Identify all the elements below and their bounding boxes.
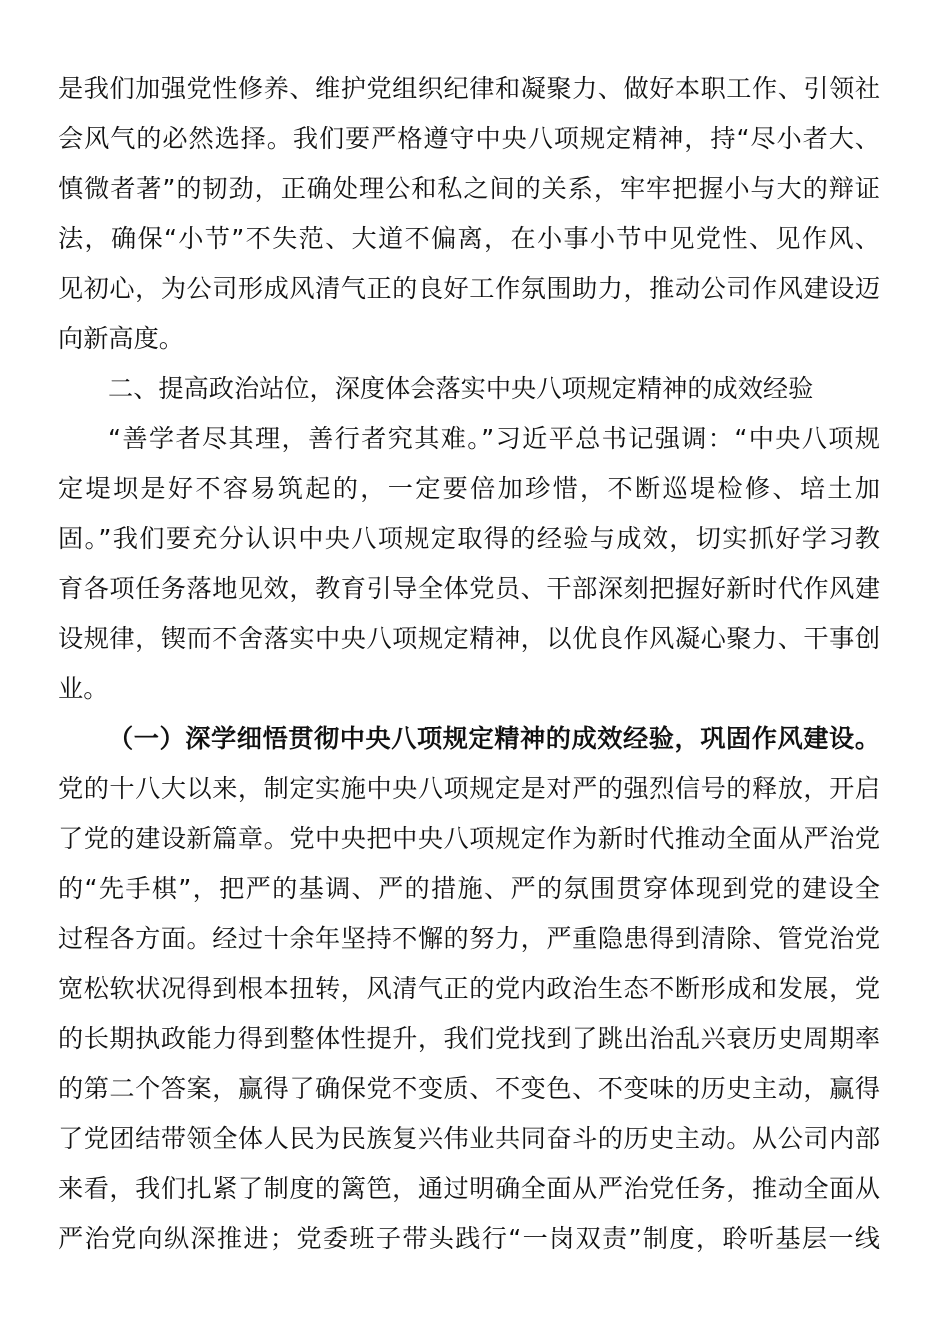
text-line: 的长期执政能力得到整体性提升，我们党找到了跳出治乱兴衰历史周期率	[58, 1024, 880, 1053]
text-line: 向新高度。	[58, 324, 184, 353]
paragraph-3	[58, 764, 880, 1264]
text-line: 宽松软状况得到根本扭转，风清气正的党内政治生态不断形成和发展，党	[58, 974, 880, 1003]
text-line: 的“先手棋”，把严的基调、严的措施、严的氛围贯穿体现到党的建设全	[58, 874, 880, 903]
subheading: （一）深学细悟贯彻中央八项规定精神的成效经验，巩固作风建设。	[108, 724, 880, 753]
text-line: 定堤坝是好不容易筑起的，一定要倍加珍惜，不断巡堤检修、培土加	[58, 474, 880, 503]
text-line: 是我们加强党性修养、维护党组织纪律和凝聚力、做好本职工作、引领社	[58, 74, 880, 103]
text-line: 法，确保“小节”不失范、大道不偏离，在小事小节中见党性、见作风、	[58, 224, 880, 253]
paragraph-1	[58, 64, 880, 364]
text-line: 设规律，锲而不舍落实中央八项规定精神，以优良作风凝心聚力、干事创	[58, 624, 880, 653]
text-line: “善学者尽其理，善行者究其难。”习近平总书记强调：“中央八项规	[108, 424, 880, 453]
text-line: 慎微者著”的韧劲，正确处理公和私之间的关系，牢牢把握小与大的辩证	[58, 174, 880, 203]
text-line: 固。”我们要充分认识中央八项规定取得的经验与成效，切实抓好学习教	[58, 524, 880, 553]
text-line: 的第二个答案，赢得了确保党不变质、不变色、不变味的历史主动，赢得	[58, 1074, 880, 1103]
text-line: 业。	[58, 674, 109, 703]
document-page	[58, 64, 880, 1264]
section-heading: 二、提高政治站位，深度体会落实中央八项规定精神的成效经验	[108, 374, 814, 403]
text-line: 育各项任务落地见效，教育引导全体党员、干部深刻把握好新时代作风建	[58, 574, 880, 603]
text-line: 了党的建设新篇章。党中央把中央八项规定作为新时代推动全面从严治党	[58, 824, 880, 853]
text-line: 会风气的必然选择。我们要严格遵守中央八项规定精神，持“尽小者大、	[58, 124, 880, 153]
text-line: 来看，我们扎紧了制度的篱笆，通过明确全面从严治党任务，推动全面从	[58, 1174, 880, 1203]
text-line: 党的十八大以来，制定实施中央八项规定是对严的强烈信号的释放，开启	[58, 774, 880, 803]
text-line: 了党团结带领全体人民为民族复兴伟业共同奋斗的历史主动。从公司内部	[58, 1124, 880, 1153]
text-line: 见初心，为公司形成风清气正的良好工作氛围助力，推动公司作风建设迈	[58, 274, 880, 303]
text-line: 严治党向纵深推进；党委班子带头践行“一岗双责”制度，聆听基层一线	[58, 1224, 880, 1253]
paragraph-2	[58, 414, 880, 714]
text-line: 过程各方面。经过十余年坚持不懈的努力，严重隐患得到清除、管党治党	[58, 924, 880, 953]
